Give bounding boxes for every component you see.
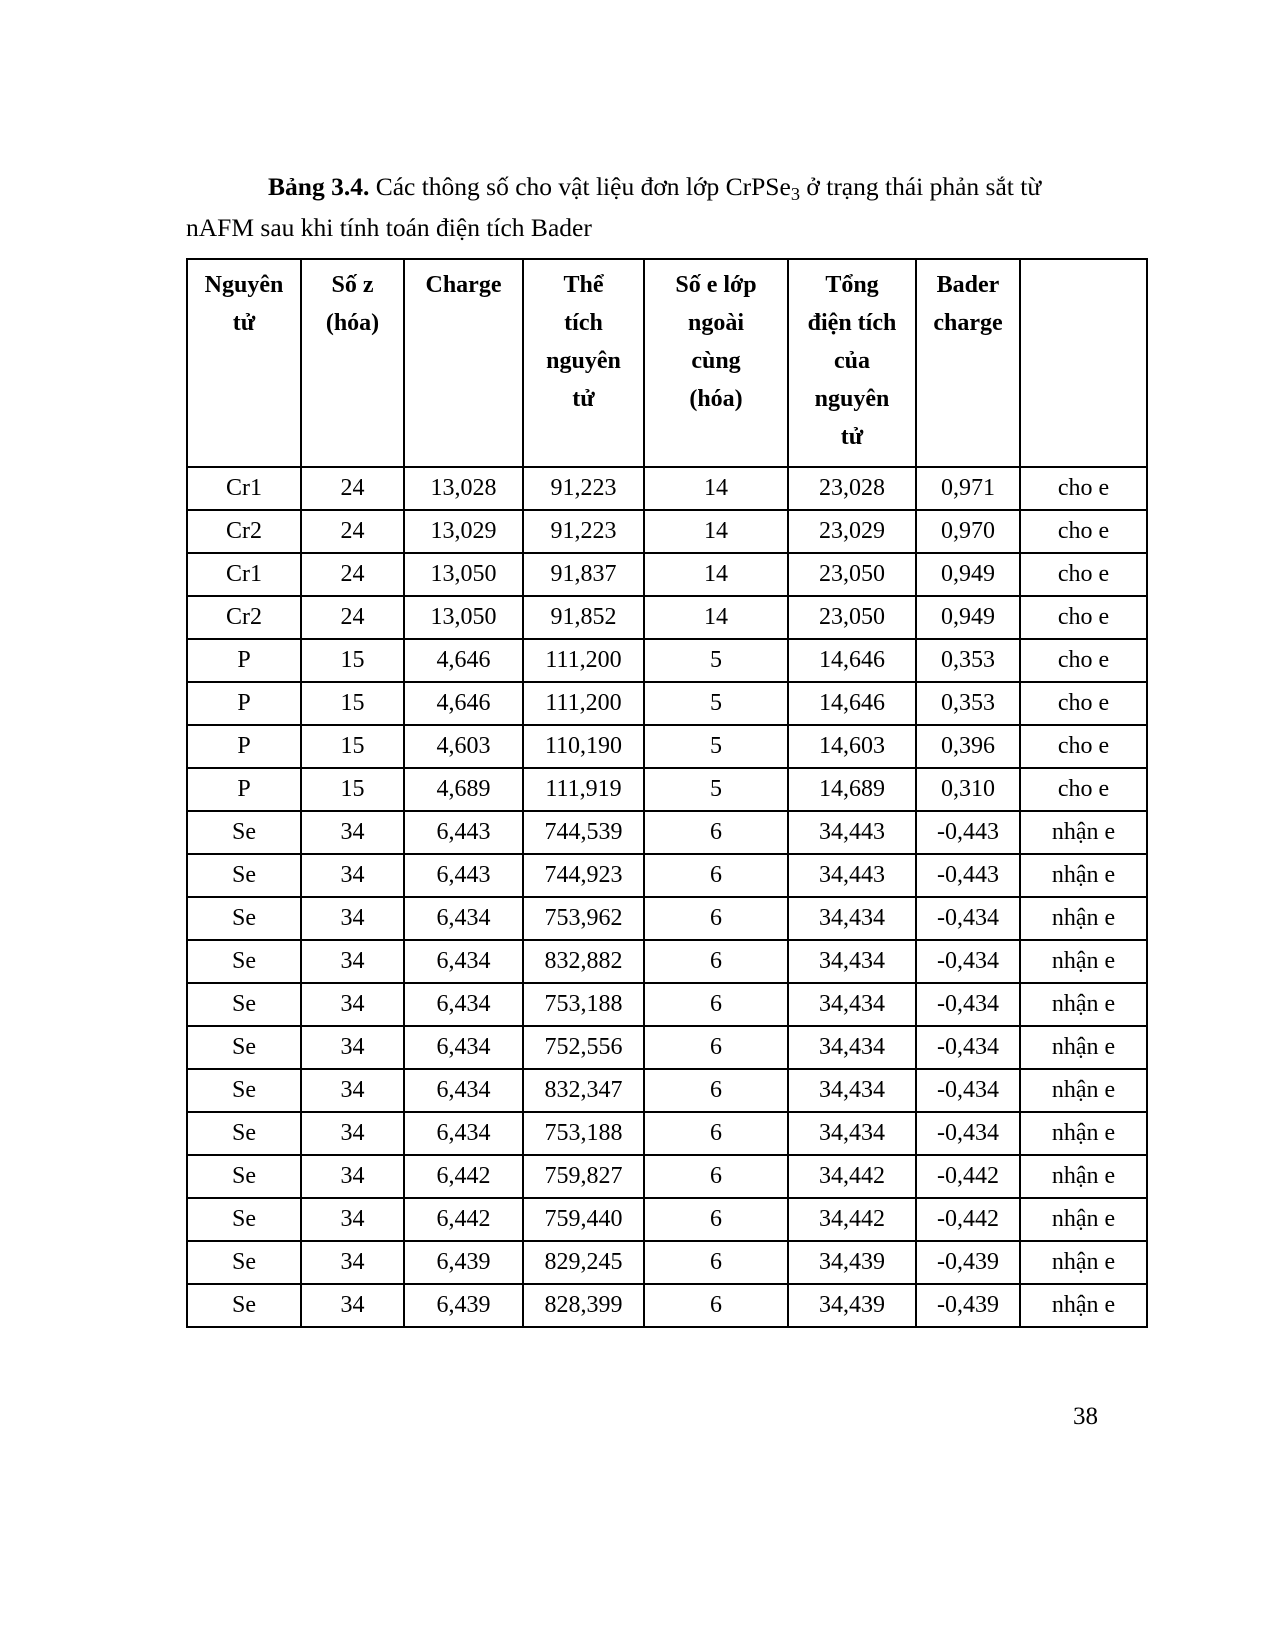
table-cell: 91,852 xyxy=(523,596,644,639)
table-cell: 6 xyxy=(644,1155,788,1198)
table-cell: 14,603 xyxy=(788,725,916,768)
table-cell: 6 xyxy=(644,1112,788,1155)
table-cell: 4,603 xyxy=(404,725,523,768)
table-cell: 6,434 xyxy=(404,940,523,983)
table-cell: 34,434 xyxy=(788,897,916,940)
table-cell: 753,962 xyxy=(523,897,644,940)
table-cell: 91,223 xyxy=(523,510,644,553)
table-cell: 0,970 xyxy=(916,510,1020,553)
table-cell: 753,188 xyxy=(523,1112,644,1155)
table-row xyxy=(187,725,1147,768)
column-header-note xyxy=(1020,259,1147,467)
table-cell: cho e xyxy=(1020,725,1147,768)
table-cell: 5 xyxy=(644,682,788,725)
table-cell: 6 xyxy=(644,1069,788,1112)
table-cell: nhận e xyxy=(1020,1284,1147,1327)
bader-charge-table xyxy=(186,258,1148,1328)
table-cell: -0,442 xyxy=(916,1198,1020,1241)
table-cell: 34 xyxy=(301,811,404,854)
table-cell: 759,827 xyxy=(523,1155,644,1198)
table-cell: 23,050 xyxy=(788,553,916,596)
header-line: nguyên xyxy=(814,386,890,412)
table-cell: 14 xyxy=(644,467,788,510)
table-cell: nhận e xyxy=(1020,854,1147,897)
table-cell: Cr1 xyxy=(187,553,301,596)
table-cell: 111,200 xyxy=(523,639,644,682)
table-cell: 14 xyxy=(644,553,788,596)
header-line: Bader xyxy=(936,272,1000,298)
table-cell: 0,971 xyxy=(916,467,1020,510)
table-cell: 6,434 xyxy=(404,983,523,1026)
table-cell: 832,882 xyxy=(523,940,644,983)
table-cell: 34 xyxy=(301,854,404,897)
table-cell: Cr2 xyxy=(187,596,301,639)
table-cell: Se xyxy=(187,983,301,1026)
table-cell: 6,439 xyxy=(404,1241,523,1284)
table-header xyxy=(187,259,1147,467)
column-header-tong-dien-tich-cua-nguyen-tu xyxy=(788,259,916,467)
table-cell: 14,689 xyxy=(788,768,916,811)
header-line: (hóa) xyxy=(689,386,743,412)
table-cell: 34,439 xyxy=(788,1284,916,1327)
table-cell: 6,443 xyxy=(404,854,523,897)
table-cell: 0,353 xyxy=(916,639,1020,682)
table-cell: 6 xyxy=(644,897,788,940)
table-cell: 15 xyxy=(301,768,404,811)
table-body xyxy=(187,467,1147,1327)
table-cell: Se xyxy=(187,1112,301,1155)
header-line: cùng xyxy=(691,348,741,374)
table-cell: 752,556 xyxy=(523,1026,644,1069)
column-header-bader-charge xyxy=(916,259,1020,467)
table-cell: 34 xyxy=(301,897,404,940)
table-row xyxy=(187,510,1147,553)
table-cell: 34,442 xyxy=(788,1155,916,1198)
table-cell: 6,442 xyxy=(404,1198,523,1241)
table-cell: Se xyxy=(187,811,301,854)
table-cell: 6 xyxy=(644,983,788,1026)
table-row xyxy=(187,1155,1147,1198)
table-cell: 0,396 xyxy=(916,725,1020,768)
table-cell: 34,434 xyxy=(788,983,916,1026)
table-cell: Se xyxy=(187,1284,301,1327)
table-cell: 34,434 xyxy=(788,1112,916,1155)
table-cell: -0,434 xyxy=(916,1069,1020,1112)
table-cell: nhận e xyxy=(1020,897,1147,940)
table-cell: 0,949 xyxy=(916,596,1020,639)
table-cell: 828,399 xyxy=(523,1284,644,1327)
table-cell: 34 xyxy=(301,1026,404,1069)
table-cell: cho e xyxy=(1020,639,1147,682)
table-cell: 34,434 xyxy=(788,940,916,983)
table-cell: -0,442 xyxy=(916,1155,1020,1198)
header-line: tử xyxy=(232,310,256,336)
column-header-charge xyxy=(404,259,523,467)
table-cell: 6 xyxy=(644,1198,788,1241)
table-cell: cho e xyxy=(1020,510,1147,553)
table-cell: -0,434 xyxy=(916,983,1020,1026)
table-cell: 6,434 xyxy=(404,1069,523,1112)
table-cell: 91,837 xyxy=(523,553,644,596)
table-cell: 91,223 xyxy=(523,467,644,510)
table-cell: -0,434 xyxy=(916,1112,1020,1155)
table-cell: 34 xyxy=(301,1112,404,1155)
table-cell: 759,440 xyxy=(523,1198,644,1241)
header-line: tử xyxy=(840,424,864,450)
table-cell: 6 xyxy=(644,1026,788,1069)
header-line: ngoài xyxy=(687,310,744,336)
table-cell: nhận e xyxy=(1020,1112,1147,1155)
table-cell: 13,029 xyxy=(404,510,523,553)
table-cell: 14,646 xyxy=(788,682,916,725)
table-cell: 34,439 xyxy=(788,1241,916,1284)
table-cell: 744,923 xyxy=(523,854,644,897)
table-cell: 110,190 xyxy=(523,725,644,768)
table-row xyxy=(187,897,1147,940)
table-cell: 24 xyxy=(301,467,404,510)
table-cell: 6 xyxy=(644,811,788,854)
table-cell: 6,434 xyxy=(404,897,523,940)
table-cell: cho e xyxy=(1020,682,1147,725)
table-cell: 24 xyxy=(301,596,404,639)
table-row xyxy=(187,467,1147,510)
table-cell: 744,539 xyxy=(523,811,644,854)
table-cell: 23,029 xyxy=(788,510,916,553)
table-cell: 15 xyxy=(301,682,404,725)
table-cell: -0,443 xyxy=(916,811,1020,854)
header-line: (hóa) xyxy=(325,310,380,336)
caption-text-part1: Các thông số cho vật liệu đơn lớp CrPSe xyxy=(369,172,791,201)
table-cell: 34,443 xyxy=(788,854,916,897)
table-cell: 0,310 xyxy=(916,768,1020,811)
table-cell: nhận e xyxy=(1020,1069,1147,1112)
header-line: điện tích xyxy=(807,310,897,336)
table-cell: nhận e xyxy=(1020,1026,1147,1069)
header-line: tích xyxy=(564,310,603,336)
table-cell: cho e xyxy=(1020,467,1147,510)
table-row xyxy=(187,553,1147,596)
table-row xyxy=(187,1284,1147,1327)
table-cell: 14 xyxy=(644,510,788,553)
table-cell: 34 xyxy=(301,1069,404,1112)
table-cell: 829,245 xyxy=(523,1241,644,1284)
table-cell: -0,439 xyxy=(916,1241,1020,1284)
table-cell: 111,919 xyxy=(523,768,644,811)
table-cell: nhận e xyxy=(1020,1198,1147,1241)
table-cell: 0,353 xyxy=(916,682,1020,725)
table-cell: P xyxy=(187,725,301,768)
caption-text-part2: ở trạng thái phản sắt từ xyxy=(800,172,1042,201)
table-row xyxy=(187,1198,1147,1241)
table-row xyxy=(187,768,1147,811)
caption-label: Bảng 3.4. xyxy=(268,172,370,201)
table-cell: 13,050 xyxy=(404,596,523,639)
table-cell: Se xyxy=(187,854,301,897)
table-row xyxy=(187,811,1147,854)
table-row xyxy=(187,983,1147,1026)
column-header-so-z xyxy=(301,259,404,467)
header-line: charge xyxy=(933,310,1003,336)
table-cell: 6 xyxy=(644,1284,788,1327)
table-cell: Se xyxy=(187,1026,301,1069)
table-cell: 111,200 xyxy=(523,682,644,725)
table-cell: 5 xyxy=(644,639,788,682)
table-row xyxy=(187,940,1147,983)
table-cell: 34 xyxy=(301,983,404,1026)
table-cell: 753,188 xyxy=(523,983,644,1026)
table-cell: 6 xyxy=(644,854,788,897)
table-cell: -0,434 xyxy=(916,1026,1020,1069)
table-cell: nhận e xyxy=(1020,1155,1147,1198)
table-cell: nhận e xyxy=(1020,811,1147,854)
header-line: Thể xyxy=(563,272,604,298)
caption-subscript: 3 xyxy=(790,184,800,205)
table-row xyxy=(187,682,1147,725)
table-cell: -0,443 xyxy=(916,854,1020,897)
table-header-row xyxy=(187,259,1147,467)
header-line: của xyxy=(834,348,870,374)
table-cell: -0,434 xyxy=(916,897,1020,940)
table-caption-line2: nAFM sau khi tính toán điện tích Bader xyxy=(186,213,592,242)
table-cell: 832,347 xyxy=(523,1069,644,1112)
table-cell: Se xyxy=(187,1198,301,1241)
table-row xyxy=(187,1241,1147,1284)
table-cell: Cr2 xyxy=(187,510,301,553)
table-cell: cho e xyxy=(1020,553,1147,596)
table-row xyxy=(187,1112,1147,1155)
table-cell: nhận e xyxy=(1020,983,1147,1026)
table-cell: 15 xyxy=(301,725,404,768)
table-row xyxy=(187,639,1147,682)
table-cell: 4,646 xyxy=(404,639,523,682)
table-cell: 34,442 xyxy=(788,1198,916,1241)
table-cell: P xyxy=(187,682,301,725)
table-row xyxy=(187,1069,1147,1112)
table-cell: 34 xyxy=(301,1198,404,1241)
table-cell: 6,442 xyxy=(404,1155,523,1198)
table-cell: 34,434 xyxy=(788,1026,916,1069)
table-cell: -0,439 xyxy=(916,1284,1020,1327)
table-cell: Cr1 xyxy=(187,467,301,510)
table-cell: 4,689 xyxy=(404,768,523,811)
table-cell: 0,949 xyxy=(916,553,1020,596)
table-cell: 6 xyxy=(644,1241,788,1284)
table-row xyxy=(187,854,1147,897)
table-cell: 6,439 xyxy=(404,1284,523,1327)
header-line: Nguyên xyxy=(204,272,284,298)
table-cell: -0,434 xyxy=(916,940,1020,983)
table-cell: 6,434 xyxy=(404,1026,523,1069)
table-cell: 34 xyxy=(301,1284,404,1327)
table-cell: cho e xyxy=(1020,768,1147,811)
table-cell: 34,443 xyxy=(788,811,916,854)
table-cell: 23,050 xyxy=(788,596,916,639)
table-cell: 24 xyxy=(301,553,404,596)
table-cell: Se xyxy=(187,1069,301,1112)
table-cell: nhận e xyxy=(1020,940,1147,983)
table-cell: 15 xyxy=(301,639,404,682)
table-cell: P xyxy=(187,768,301,811)
table-cell: 6,443 xyxy=(404,811,523,854)
table-cell: 13,028 xyxy=(404,467,523,510)
table-row xyxy=(187,1026,1147,1069)
table-cell: Se xyxy=(187,940,301,983)
table-cell: 34,434 xyxy=(788,1069,916,1112)
table-cell: 13,050 xyxy=(404,553,523,596)
table-cell: 23,028 xyxy=(788,467,916,510)
table-cell: 6,434 xyxy=(404,1112,523,1155)
header-line: nguyên xyxy=(546,348,621,374)
page-number: 38 xyxy=(1073,1403,1098,1430)
table-cell: Se xyxy=(187,1241,301,1284)
table-cell: Se xyxy=(187,1155,301,1198)
table-cell: cho e xyxy=(1020,596,1147,639)
header-line: tử xyxy=(572,386,595,412)
table-cell: 14 xyxy=(644,596,788,639)
table-cell: 24 xyxy=(301,510,404,553)
column-header-the-tich-nguyen-tu xyxy=(523,259,644,467)
table-cell: 34 xyxy=(301,940,404,983)
table-cell: Se xyxy=(187,897,301,940)
column-header-so-e-lop-ngoai-cung xyxy=(644,259,788,467)
header-line: Số e lớp xyxy=(675,272,757,298)
table-cell: 4,646 xyxy=(404,682,523,725)
table-container xyxy=(186,258,1146,1328)
table-cell: 34 xyxy=(301,1241,404,1284)
table-cell: 34 xyxy=(301,1155,404,1198)
table-cell: 6 xyxy=(644,940,788,983)
column-header-nguyen-tu xyxy=(187,259,301,467)
table-row xyxy=(187,596,1147,639)
table-cell: P xyxy=(187,639,301,682)
header-line: Tổng xyxy=(825,272,879,298)
header-line: Số z xyxy=(331,272,374,298)
table-cell: 5 xyxy=(644,768,788,811)
table-cell: nhận e xyxy=(1020,1241,1147,1284)
header-line: Charge xyxy=(425,272,502,298)
table-cell: 5 xyxy=(644,725,788,768)
table-cell: 14,646 xyxy=(788,639,916,682)
